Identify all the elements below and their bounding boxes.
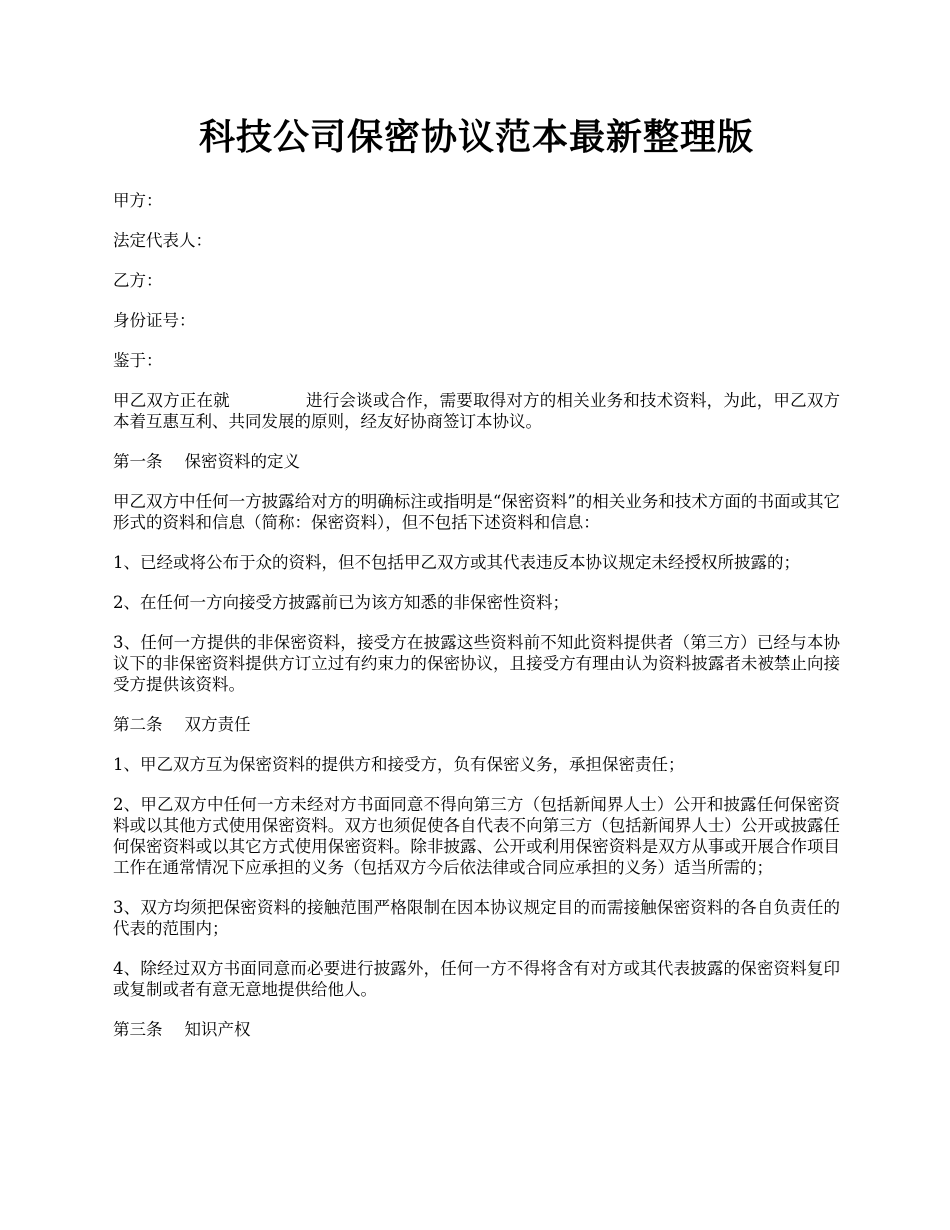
party-b-field: 乙方： xyxy=(113,271,163,290)
article-number: 第一条 xyxy=(113,452,163,471)
article-number: 第二条 xyxy=(113,715,163,734)
article-2-heading xyxy=(113,714,840,735)
document-title: 科技公司保密协议范本最新整理版 xyxy=(198,116,754,158)
article-3-heading xyxy=(113,1019,840,1040)
article-name: 知识产权 xyxy=(184,1020,251,1039)
article-number: 第三条 xyxy=(113,1020,163,1039)
party-a-field: 甲方： xyxy=(113,191,163,210)
article-2-paragraph: 1、甲乙双方互为保密资料的提供方和接受方，负有保密义务，承担保密责任； xyxy=(113,755,685,774)
intro-paragraph xyxy=(113,390,840,432)
article-1-paragraph: 3、任何一方提供的非保密资料，接受方在披露这些资料前不知此资料提供者（第三方）已经与本协议下的非保密资料提供方订立过有约束力的保密协议，且接受方有理由认为资料披露者未被禁止向接受方提供该资料。 xyxy=(113,633,840,694)
article-1-paragraph: 1、已经或将公布于众的资料，但不包括甲乙双方或其代表违反本协议规定未经授权所披露的； xyxy=(113,553,800,572)
intro-before-blank: 甲乙双方正在就 xyxy=(113,391,230,410)
article-name: 双方责任 xyxy=(184,715,251,734)
article-name: 保密资料的定义 xyxy=(184,452,300,471)
article-1-paragraph: 2、在任何一方向接受方披露前已为该方知悉的非保密性资料； xyxy=(113,593,569,612)
article-1-heading xyxy=(113,451,840,472)
legal-representative-field: 法定代表人： xyxy=(113,231,212,250)
article-2-paragraph: 4、除经过双方书面同意而必要进行披露外，任何一方不得将含有对方或其代表披露的保密资料复印或复制或者有意无意地提供给他人。 xyxy=(113,959,840,999)
article-2-paragraph: 2、甲乙双方中任何一方未经对方书面同意不得向第三方（包括新闻界人士）公开和披露任何保密资料或以其他方式使用保密资料。双方也须促使各自代表不向第三方（包括新闻界人士）公开或披露任何保密资料或以其它方式使用保密资料。除非披露、公开或利用保密资料是双方从事或开展合作项目工作在通常情况下应承担的义务（包括双方今后依法律或合同应承担的义务）适当所需的； xyxy=(113,795,840,877)
whereas-field: 鉴于： xyxy=(113,351,163,370)
article-2-paragraph: 3、双方均须把保密资料的接触范围严格限制在因本协议规定目的而需接触保密资料的各自负责任的代表的范围内； xyxy=(113,898,840,938)
id-number-field: 身份证号： xyxy=(113,311,196,330)
article-1-paragraph: 甲乙双方中任何一方披露给对方的明确标注或指明是“保密资料”的相关业务和技术方面的书面或其它形式的资料和信息（简称：保密资料），但不包括下述资料和信息： xyxy=(113,492,840,532)
intro-after-blank: 进行会谈或合作，需要取得对方的相关业务和技术资料，为此，甲乙双方本着互惠互利、共同发展的原则，经友好协商签订本协议。 xyxy=(113,391,841,431)
